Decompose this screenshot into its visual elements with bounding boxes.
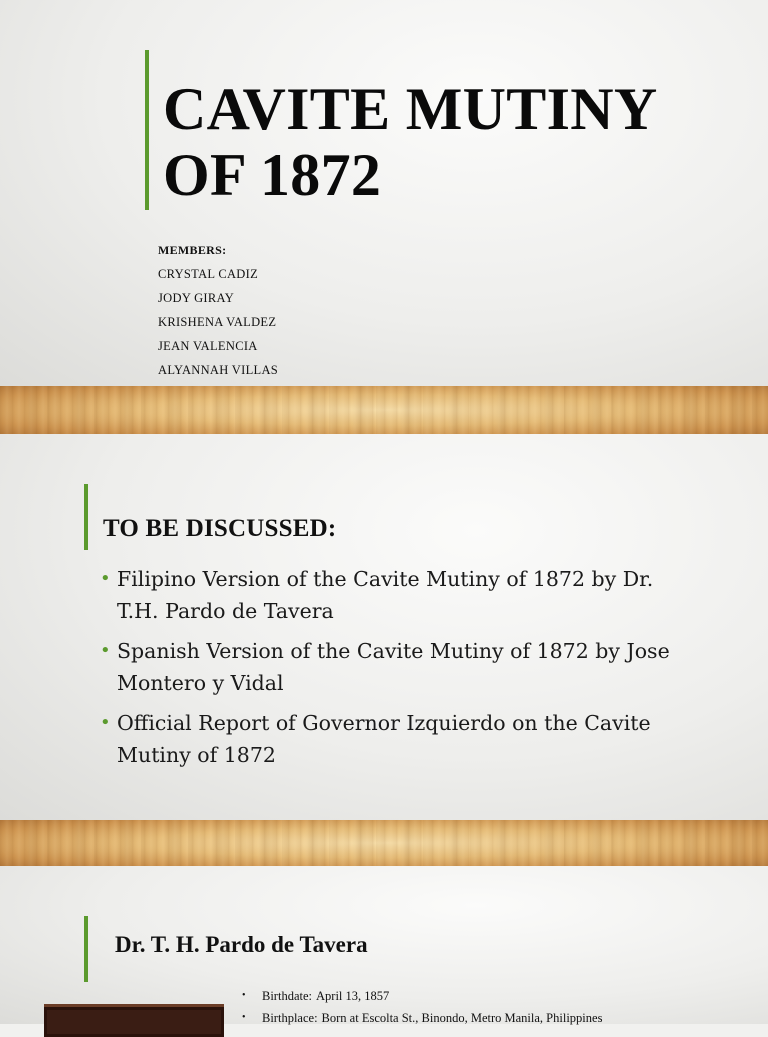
- slide-heading: TO BE DISCUSSED:: [103, 515, 337, 542]
- member-name: CRYSTAL CADIZ: [158, 267, 259, 281]
- fact-value: April 13, 1857: [316, 989, 390, 1003]
- title-line-1: CAVITE MUTINY: [163, 76, 658, 142]
- title-line-2: OF 1872: [163, 142, 382, 208]
- portrait-image: [44, 1004, 224, 1037]
- member-name: JEAN VALENCIA: [158, 339, 258, 353]
- bullet-text: Filipino Version of the Cavite Mutiny of 1872 by Dr. T.H. Pardo de Tavera: [117, 567, 654, 623]
- slide-1: [0, 0, 768, 386]
- fact-label: Birthdate:: [262, 989, 312, 1003]
- member-name: ALYANNAH VILLAS: [158, 363, 279, 377]
- bullet-text: Spanish Version of the Cavite Mutiny of 1872 by Jose Montero y Vidal: [117, 639, 670, 695]
- bullet-list: [100, 563, 700, 779]
- member-name: KRISHENA VALDEZ: [158, 315, 277, 329]
- wood-separator: [0, 386, 768, 434]
- list-item: [100, 563, 700, 627]
- bullet-dot-icon: •: [100, 568, 111, 589]
- accent-bar: [145, 50, 149, 210]
- list-item: [100, 707, 700, 771]
- members-heading: MEMBERS:: [158, 243, 227, 257]
- list-item: [242, 1007, 602, 1029]
- bullet-dot-icon: •: [100, 712, 111, 733]
- list-item: [242, 985, 602, 1007]
- fact-label: Birthplace:: [262, 1011, 318, 1025]
- wood-separator: [0, 820, 768, 866]
- bullet-dot-icon: •: [100, 640, 111, 661]
- slide-title: [163, 76, 753, 208]
- members-list: [158, 241, 278, 385]
- bullet-dot-icon: •: [242, 990, 246, 1001]
- accent-bar: [84, 484, 88, 550]
- list-item: [100, 635, 700, 699]
- accent-bar: [84, 916, 88, 982]
- bullet-dot-icon: •: [242, 1012, 246, 1023]
- member-name: JODY GIRAY: [158, 291, 235, 305]
- bullet-text: Official Report of Governor Izquierdo on the Cavite Mutiny of 1872: [117, 711, 651, 767]
- fact-value: Born at Escolta St., Binondo, Metro Manila, Philippines: [321, 1011, 603, 1025]
- fact-list: [242, 985, 602, 1029]
- slide-heading: Dr. T. H. Pardo de Tavera: [115, 932, 368, 957]
